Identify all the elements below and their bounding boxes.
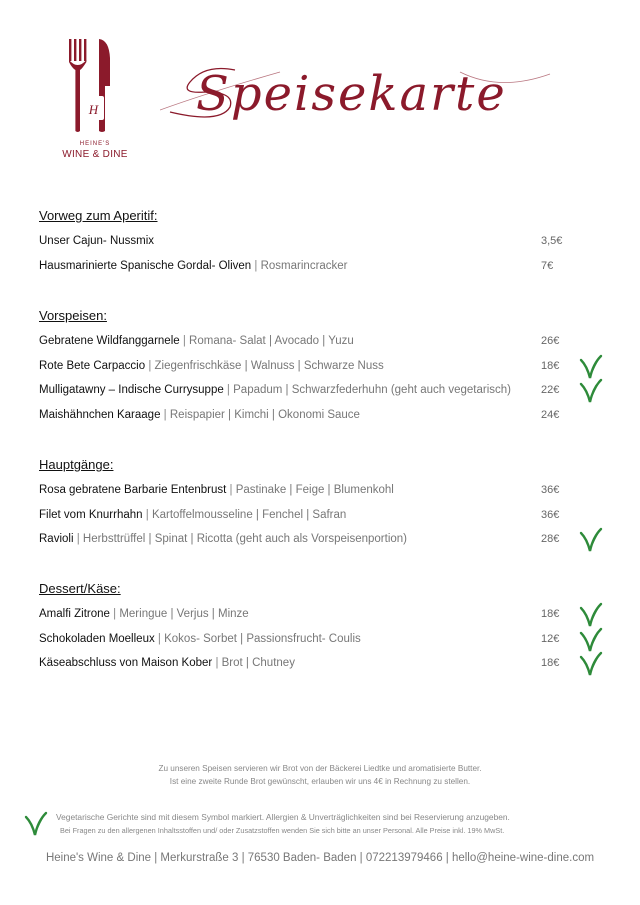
dish-price: 28€ (541, 533, 560, 545)
menu-item (39, 360, 609, 376)
section-title: Hauptgänge: (39, 457, 114, 472)
dish-description: Ziegenfrischkäse | Walnuss | Schwarze Nuss (154, 359, 384, 372)
dish-text (39, 260, 348, 272)
dish-name: Amalfi Zitrone (39, 608, 110, 620)
restaurant-logo (55, 36, 135, 160)
dish-description: Romana- Salat | Avocado | Yuzu (189, 335, 354, 347)
brand-top: HEINE'S (79, 141, 111, 147)
separator: | (154, 632, 165, 645)
dish-price: 18€ (541, 359, 560, 372)
dish-description: Pastinake | Feige | Blumenkohl (235, 484, 394, 496)
dish-text (39, 633, 361, 645)
dish-text (39, 384, 511, 396)
separator: | (73, 533, 83, 545)
separator: | (226, 484, 236, 496)
logo-letter: H (88, 102, 99, 117)
vegetarian-icon (24, 811, 48, 837)
dish-price: 36€ (541, 484, 560, 496)
dish-text (39, 533, 407, 545)
menu-item (39, 484, 609, 500)
vegetarian-icon (579, 627, 603, 653)
menu-item (39, 533, 609, 549)
dish-name: Käseabschluss von Maison Kober (39, 657, 213, 669)
dish-price: 18€ (541, 657, 560, 669)
menu-item (39, 335, 609, 351)
separator: | (223, 384, 234, 396)
dish-text (39, 657, 295, 669)
section-title: Vorspeisen: (39, 308, 107, 323)
dish-name: Unser Cajun- Nussmix (39, 235, 155, 247)
menu-item (39, 509, 609, 525)
dish-description: Rosmarincracker (260, 259, 348, 272)
brand-name: WINE & DINE (62, 149, 128, 160)
dish-name: Schokoladen Moelleux (39, 632, 155, 645)
dish-text (39, 484, 394, 496)
dish-description: Kartoffelmousseline | Fenchel | Safran (151, 508, 347, 521)
menu-item (39, 608, 609, 624)
dish-description: Kokos- Sorbet | Passionsfrucht- Coulis (164, 632, 361, 645)
vegetarian-icon (579, 651, 603, 677)
menu-item (39, 260, 609, 276)
fork-knife-icon (65, 36, 125, 136)
dish-name: Rote Bete Carpaccio (39, 359, 146, 372)
separator: | (212, 657, 222, 669)
dish-price: 36€ (541, 508, 560, 521)
menu-item (39, 235, 609, 251)
separator: | (160, 408, 170, 421)
dish-name: Ravioli (39, 533, 74, 545)
vegetarian-icon (579, 527, 603, 553)
dish-price: 7€ (541, 259, 554, 272)
dish-name: Filet vom Knurrhahn (39, 508, 143, 521)
dish-description: Herbsttrüffel | Spinat | Ricotta (geht auch als Vorspeisenportion) (82, 533, 408, 545)
dish-text (39, 409, 360, 421)
menu-item (39, 633, 609, 649)
vegetarian-icon (579, 354, 603, 380)
dish-text (39, 509, 346, 521)
dish-description: Reispapier | Kimchi | Okonomi Sauce (169, 408, 360, 421)
menu-item (39, 384, 609, 400)
dish-price: 18€ (541, 608, 560, 620)
legend-line-1: Vegetarische Gerichte sind mit diesem Symbol markiert. Allergien & Unverträglichkeiten sind bei Reservierung anzugeben. (56, 812, 510, 822)
separator: | (179, 335, 190, 347)
vegetarian-icon (579, 602, 603, 628)
section-title: Vorweg zum Aperitif: (39, 208, 158, 223)
dish-name: Hausmarinierte Spanische Gordal- Oliven (39, 259, 252, 272)
section-title: Dessert/Käse: (39, 581, 121, 596)
dish-name: Gebratene Wildfanggarnele (39, 335, 180, 347)
dish-name: Mulligatawny – Indische Currysuppe (39, 384, 224, 396)
dish-text (39, 335, 354, 347)
separator: | (142, 508, 152, 521)
dish-description: Papadum | Schwarzfederhuhn (geht auch vegetarisch) (233, 384, 511, 396)
bread-note-2: Ist eine zweite Runde Brot gewünscht, erlauben wir uns 4€ in Rechnung zu stellen. (169, 777, 471, 786)
dish-price: 22€ (541, 384, 560, 396)
menu-item (39, 409, 609, 425)
separator: | (251, 259, 261, 272)
menu-title (160, 52, 560, 132)
dish-name: Rosa gebratene Barbarie Entenbrust (39, 484, 227, 496)
dish-description: Meringue | Verjus | Minze (119, 608, 249, 620)
menu-item (39, 657, 609, 673)
dish-text (39, 608, 249, 620)
dish-text (39, 360, 384, 372)
vegetarian-icon (579, 378, 603, 404)
dish-description: Brot | Chutney (221, 657, 295, 669)
bread-note-1: Zu unseren Speisen servieren wir Brot von der Bäckerei Liedtke und aromatisierte Butter. (158, 764, 482, 773)
dish-price: 26€ (541, 335, 560, 347)
title-text: Speisekarte (196, 66, 507, 122)
legend-line-2: Bei Fragen zu den allergenen Inhaltsstoffen und/ oder Zusatzstoffen wenden Sie sich bitte an unser Personal. Alle Preise inkl. 19% MwSt. (60, 826, 505, 835)
dish-text (39, 235, 154, 247)
dish-price: 12€ (541, 632, 560, 645)
separator: | (145, 359, 155, 372)
dish-price: 3,5€ (541, 235, 563, 247)
dish-price: 24€ (541, 408, 560, 421)
dish-name: Maishähnchen Karaage (39, 408, 161, 421)
separator: | (109, 608, 120, 620)
address-line: Heine's Wine & Dine | Merkurstraße 3 | 76530 Baden- Baden | 07221397946​6 | hello@heine-wine-dine.com (45, 852, 595, 864)
